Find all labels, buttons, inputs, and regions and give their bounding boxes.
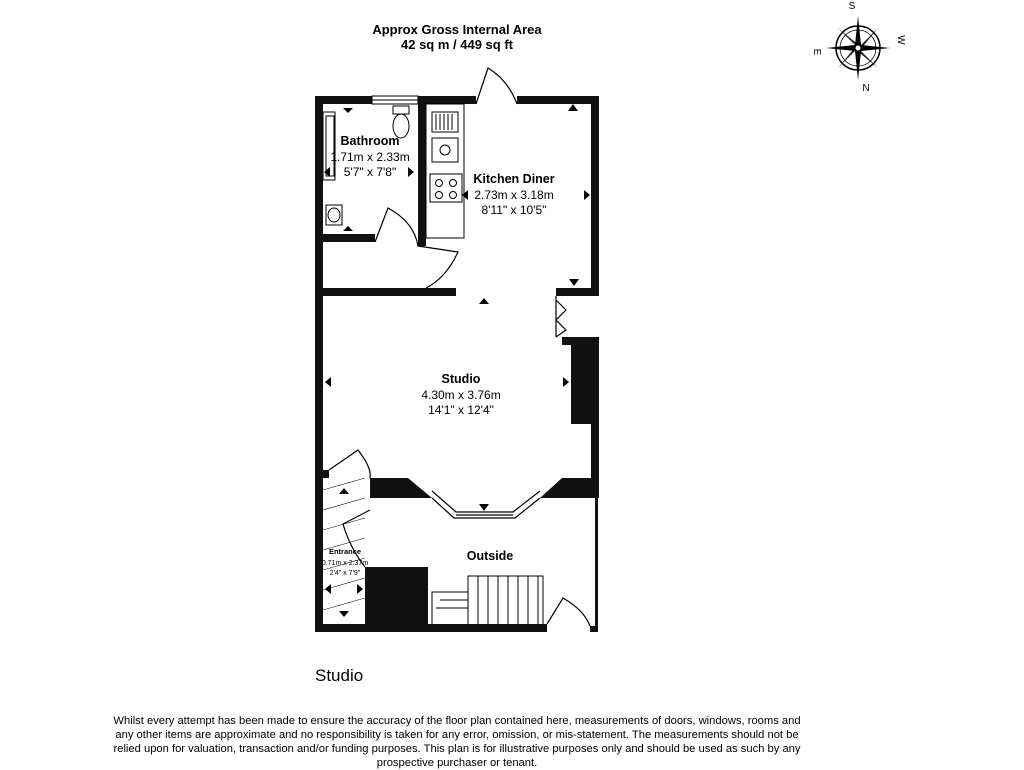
kitchen-metric: 2.73m x 3.18m <box>474 188 554 202</box>
compass-s-label: S <box>848 1 856 12</box>
entrance-metric: 0.71m x 2.37m <box>321 560 369 567</box>
kitchen-imperial: 8'11" x 10'5" <box>481 203 547 217</box>
room-label-outside <box>467 549 514 563</box>
outside-name: Outside <box>466 549 514 563</box>
compass-rose-icon <box>811 1 906 92</box>
studio-metric: 4.30m x 3.76m <box>421 388 501 402</box>
plan-title: Studio <box>315 666 364 685</box>
room-label-kitchen <box>473 172 554 217</box>
bathroom-imperial: 5'7" x 7'8" <box>343 165 397 179</box>
studio-imperial: 14'1" x 12'4" <box>428 403 494 417</box>
bathroom-metric: 1.71m x 2.33m <box>330 150 410 164</box>
compass-n-label: N <box>862 81 870 92</box>
staircase <box>432 576 543 624</box>
room-label-entrance <box>322 547 368 577</box>
disclaimer-text: Whilst every attempt has been made to ensure the accuracy of the floor plan contained here, measurements of doors, windows, rooms and any other items are approximate and no responsibility is taken for any error, omission, or mis-statement. The measurements should not be relied upon for valuation, transaction and/or funding purposes. This plan is for illustrative purposes only and should be used as such by any prospective purchaser or tenant. <box>113 715 801 769</box>
area-header-title: Approx Gross Internal Area <box>372 22 542 37</box>
kitchen-name: Kitchen Diner <box>473 172 555 186</box>
bathroom-name: Bathroom <box>340 134 400 148</box>
bathroom-window <box>372 96 418 104</box>
entrance-name: Entrance <box>328 547 362 556</box>
entrance-imperial: 2'4" x 7'9" <box>329 570 361 577</box>
kitchen-fixtures <box>426 104 464 238</box>
room-label-bathroom <box>330 134 409 179</box>
studio-name: Studio <box>441 372 481 386</box>
compass-w-label: W <box>895 35 906 45</box>
compass-e-label: E <box>811 48 822 56</box>
area-header-value: 42 sq m / 449 sq ft <box>401 37 513 52</box>
room-label-studio <box>421 372 500 417</box>
